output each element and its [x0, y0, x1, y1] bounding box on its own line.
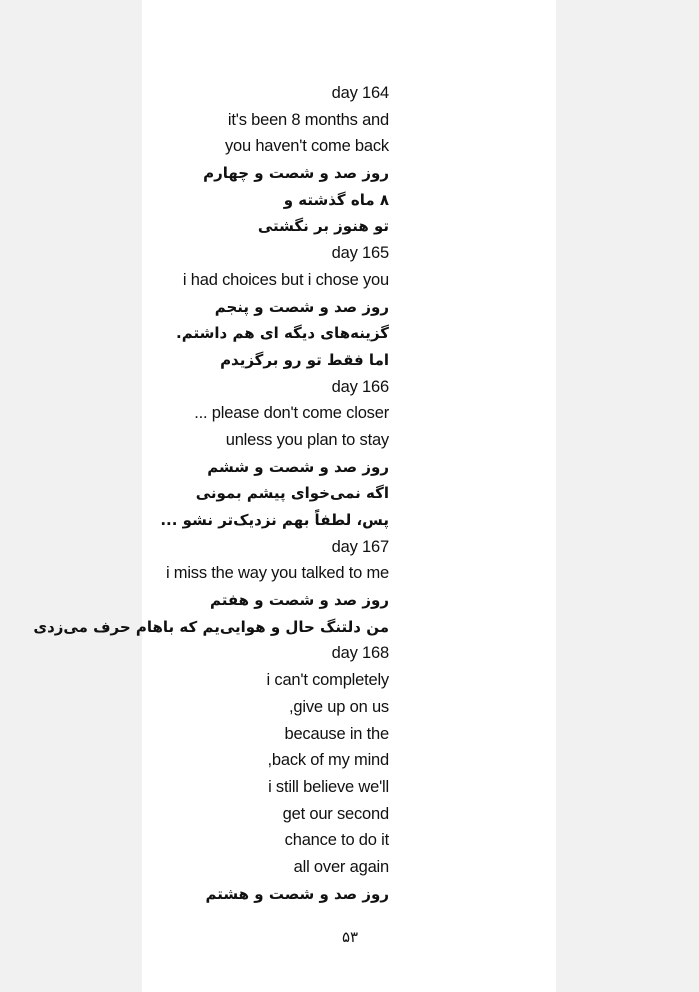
english-line: i can't completely [266, 671, 389, 690]
persian-line: تو هنوز بر نگشتی [257, 217, 389, 236]
book-page [33, 0, 556, 992]
persian-line: ۸ ماه گذشته و [283, 190, 389, 209]
day-heading: day 164 [331, 84, 389, 102]
persian-line: من دلتنگ حال و هوایی‌یم که باهام حرف می‌زدی [33, 617, 389, 636]
english-line: because in the [284, 724, 389, 743]
english-line: get our second [282, 804, 389, 823]
day-heading: day 167 [331, 537, 389, 556]
persian-line: روز صد و شصت و پنجم [214, 297, 389, 316]
persian-line: پس، لطفاً بهم نزدیک‌تر نشو ... [160, 511, 389, 529]
persian-line: روز صد و شصت و هفتم [209, 591, 389, 610]
english-line: unless you plan to stay [225, 430, 389, 449]
english-line: i had choices but i chose you [182, 270, 389, 289]
persian-line: گزینه‌های دیگه ای هم داشتم. [176, 324, 389, 343]
english-line: i still believe we'll [268, 777, 389, 796]
persian-line: روز صد و شصت و هشتم [205, 884, 389, 903]
persian-line: روز صد و شصت و چهارم [203, 164, 389, 183]
page-number: ۵۳ [341, 928, 359, 946]
day-heading: day 166 [331, 377, 389, 396]
english-line: it's been 8 months and [227, 110, 389, 129]
english-line: ... please don't come closer [194, 404, 389, 423]
persian-line: اما فقط تو رو برگزیدم [220, 350, 389, 369]
english-line: chance to do it [284, 831, 389, 850]
english-line: ,back of my mind [267, 751, 389, 770]
english-line: i miss the way you talked to me [165, 564, 389, 583]
persian-line: اگه نمی‌خوای پیشم بمونی [195, 484, 389, 503]
persian-line: روز صد و شصت و ششم [207, 457, 389, 476]
day-heading: day 165 [331, 244, 389, 263]
day-heading: day 168 [331, 644, 389, 663]
english-line: all over again [293, 857, 389, 876]
poem-text-block [0, 80, 389, 907]
english-line: ,give up on us [289, 697, 389, 716]
english-line: you haven't come back [224, 137, 389, 156]
